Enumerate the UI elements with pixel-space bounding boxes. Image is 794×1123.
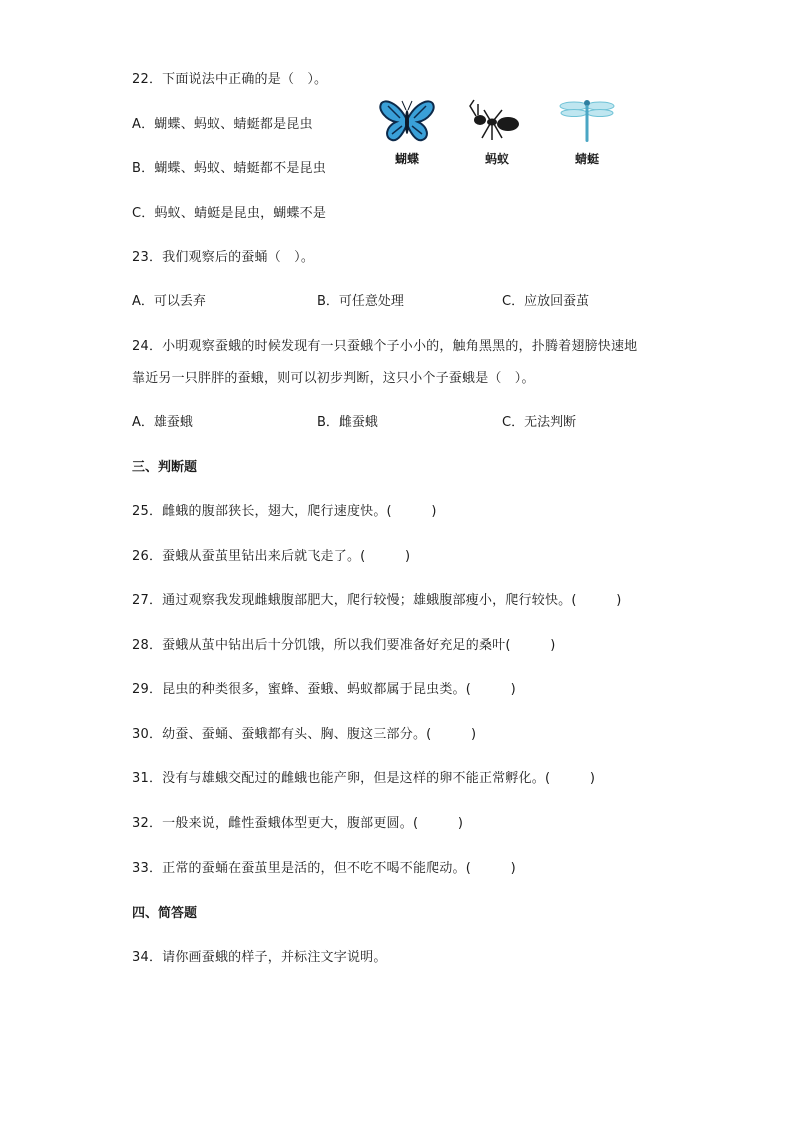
q34-stem: 34．请你画蚕蛾的样子，并标注文字说明。 bbox=[132, 950, 387, 965]
q24-option-a[interactable]: A．雄蚕蛾 bbox=[132, 415, 193, 430]
butterfly-figure bbox=[372, 98, 442, 167]
q23-option-b[interactable]: B．可任意处理 bbox=[317, 294, 404, 309]
q22-option-c[interactable]: C．蚂蚁、蜻蜓是昆虫，蝴蝶不是 bbox=[132, 206, 327, 221]
judgment-item[interactable]: 33．正常的蚕蛹在蚕茧里是活的，但不吃不喝不能爬动。( ) bbox=[132, 861, 516, 876]
q22-option-a[interactable]: A．蝴蝶、蚂蚁、蜻蜓都是昆虫 bbox=[132, 117, 313, 132]
q24-stem-line1: 24．小明观察蚕蛾的时候发现有一只蚕蛾个子小小的，触角黑黑的，扑腾着翅膀快速地 bbox=[132, 339, 638, 354]
butterfly-label: 蝴蝶 bbox=[394, 152, 419, 166]
dragonfly-icon bbox=[558, 98, 616, 144]
q24-stem-line2: 靠近另一只胖胖的蚕蛾，则可以初步判断，这只小个子蚕蛾是（ ）。 bbox=[132, 371, 535, 386]
ant-figure bbox=[462, 98, 532, 167]
q23-option-a[interactable]: A．可以丢弃 bbox=[132, 294, 206, 309]
judgment-item[interactable]: 28．蚕蛾从茧中钻出后十分饥饿，所以我们要准备好充足的桑叶( ) bbox=[132, 638, 556, 653]
judgment-item[interactable]: 26．蚕蛾从蚕茧里钻出来后就飞走了。( ) bbox=[132, 549, 411, 564]
q23-stem: 23．我们观察后的蚕蛹（ ）。 bbox=[132, 250, 315, 265]
judgment-item[interactable]: 31．没有与雄蛾交配过的雌蛾也能产卵，但是这样的卵不能正常孵化。( ) bbox=[132, 771, 596, 786]
judgment-item[interactable]: 27．通过观察我发现雌蛾腹部肥大，爬行较慢；雄蛾腹部瘦小，爬行较快。( ) bbox=[132, 593, 622, 608]
ant-label: 蚂蚁 bbox=[484, 152, 509, 166]
q24-option-c[interactable]: C．无法判断 bbox=[502, 415, 577, 430]
dragonfly-figure bbox=[552, 98, 622, 167]
q22-option-b[interactable]: B．蝴蝶、蚂蚁、蜻蜓都不是昆虫 bbox=[132, 161, 326, 176]
judgment-item[interactable]: 29．昆虫的种类很多，蜜蜂、蚕蛾、蚂蚁都属于昆虫类。( ) bbox=[132, 682, 516, 697]
q23-option-c[interactable]: C．应放回蚕茧 bbox=[502, 294, 590, 309]
judgment-item[interactable]: 25．雌蛾的腹部狭长，翅大，爬行速度快。( ) bbox=[132, 504, 437, 519]
q24-option-b[interactable]: B．雌蚕蛾 bbox=[317, 415, 378, 430]
butterfly-icon bbox=[378, 98, 436, 144]
section-heading-short-answer: 四、简答题 bbox=[132, 906, 198, 921]
dragonfly-label: 蜻蜓 bbox=[574, 152, 599, 166]
judgment-item[interactable]: 32．一般来说，雌性蚕蛾体型更大，腹部更圆。( ) bbox=[132, 816, 464, 831]
ant-icon bbox=[468, 98, 526, 144]
section-heading-judgment: 三、判断题 bbox=[132, 460, 198, 475]
q22-stem: 22．下面说法中正确的是（ ）。 bbox=[132, 72, 328, 87]
judgment-item[interactable]: 30．幼蚕、蚕蛹、蚕蛾都有头、胸、腹这三部分。( ) bbox=[132, 727, 477, 742]
